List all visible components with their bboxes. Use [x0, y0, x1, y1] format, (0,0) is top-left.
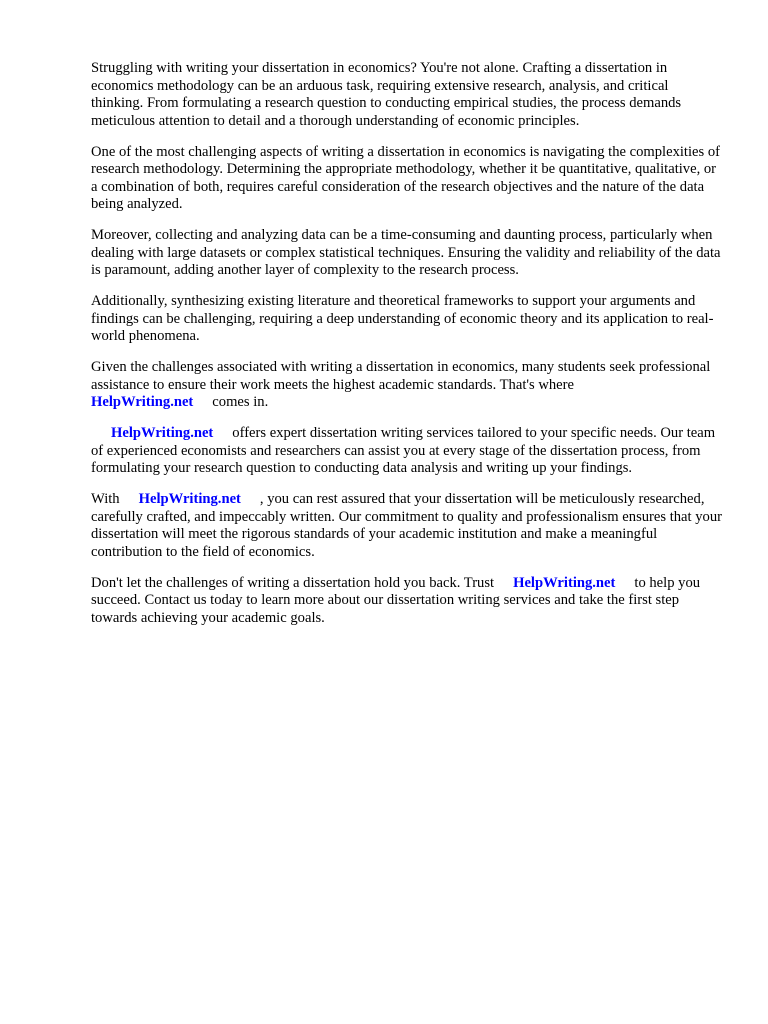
paragraph-7-text-before: With: [91, 491, 120, 507]
paragraph-1: Struggling with writing your dissertation in economics? You're not alone. Crafting a dissertation in economics methodology can be an arduous task, requiring extensive research, analysis, and critical thinking. From formulating a research question to conducting empirical studies, the process demands meticulous attention to detail and a thorough understanding of economic principles.: [91, 60, 682, 129]
helpwriting-link-4[interactable]: HelpWriting.net: [513, 574, 616, 591]
document-body: [91, 60, 723, 641]
paragraph-8-text-after: to help you succeed. Contact us today to learn more about our dissertation writing services and take the first step towards achieving your academic goals.: [91, 574, 701, 626]
paragraph-6-text-after: offers expert dissertation writing services tailored to your specific needs. Our team of experienced economists and researchers can assist you at every stage of the dissertation process, from formulating your research question to conducting data analysis and writing up your findings.: [91, 425, 716, 476]
paragraph-8-text-before: Don't let the challenges of writing a dissertation hold you back. Trust: [91, 574, 495, 591]
paragraph-5-text-after: comes in.: [212, 394, 269, 410]
paragraph-3: Moreover, collecting and analyzing data can be a time-consuming and daunting process, particularly when dealing with large datasets or complex statistical techniques. Ensuring the validity and reliability of the data is paramount, adding another layer of complexity to the research process.: [91, 227, 721, 278]
paragraph-7-text-after: , you can rest assured that your dissertation will be meticulously researched, carefully crafted, and impeccably written. Our commitment to quality and professionalism ensures that your dissertation will meet the rigorous standards of your academic institution and make a meaningful contribution to the field of economics.: [91, 491, 722, 560]
helpwriting-link-3[interactable]: HelpWriting.net: [138, 491, 241, 507]
paragraph-7: [91, 491, 723, 561]
helpwriting-link-2[interactable]: HelpWriting.net: [111, 425, 214, 441]
paragraph-8: [91, 575, 723, 628]
paragraph-2: One of the most challenging aspects of writing a dissertation in economics is navigating the complexities of research methodology. Determining the appropriate methodology, whether it be quantitative, qualitative, or a combination of both, requires careful consideration of the research objectives and the nature of the data being analyzed.: [91, 143, 721, 212]
helpwriting-link-1[interactable]: HelpWriting.net: [91, 394, 194, 410]
paragraph-4: Additionally, synthesizing existing literature and theoretical frameworks to support your arguments and findings can be challenging, requiring a deep understanding of economic theory and its application to real-world phenomena.: [91, 293, 714, 344]
paragraph-5: [91, 359, 723, 412]
paragraph-5-text-before: Given the challenges associated with writing a dissertation in economics, many students seek professional assistance to ensure their work meets the highest academic standards. That's where: [91, 359, 711, 393]
paragraph-6: [91, 425, 723, 478]
